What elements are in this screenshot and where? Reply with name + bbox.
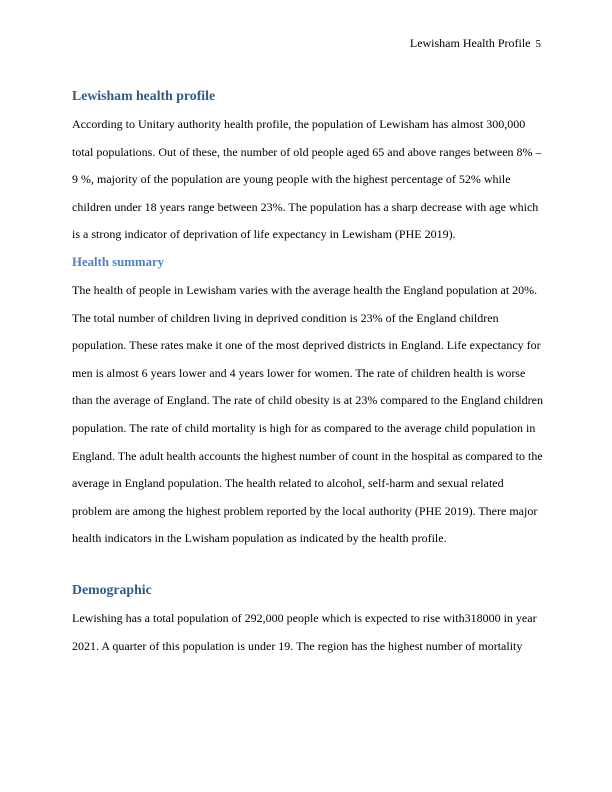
- page-number: 5: [535, 38, 541, 50]
- section-heading-lewisham-health-profile: Lewisham health profile: [72, 88, 216, 103]
- running-title: Lewisham Health Profile: [409, 36, 531, 50]
- paragraph-health-summary: The health of people in Lewisham varies with the average health the England population at 20%. The total number of children living in deprived condition is 23% of the England children population. These rates make it one of the most deprived districts in England. Life expectancy for men is almost 6 years lower and 4 years lower for women. The rate of children health is worse than the average of England. The rate of child obesity is at 23% compared to the England children population. The rate of child mortality is high for as compared to the average child population in England. The adult health accounts the highest number of count in the hospital as compared to the average in England population. The health related to alcohol, self-harm and sexual related problem are among the highest problem reported by the local authority (PHE 2019). There major health indicators in the Lwisham population as indicated by the health profile.: [72, 282, 543, 546]
- section-heading-health-summary: Health summary: [72, 254, 165, 269]
- running-header: [410, 36, 541, 51]
- section-heading-demographic: Demographic: [72, 581, 152, 597]
- document-body: [72, 86, 544, 660]
- paragraph-demographic: Lewishing has a total population of 292,000 people which is expected to rise with318000 in year 2021. A quarter of this population is under 19. The region has the highest number of mortality: [72, 610, 537, 653]
- paragraph-health-profile: According to Unitary authority health profile, the population of Lewisham has almost 300,000 total populations. Out of these, the number of old people aged 65 and above ranges between 8% – 9 %, majority of the population are young people with the highest percentage of 52% while children under 18 years range between 23%. The population has a sharp decrease with age which is a strong indicator of deprivation of life expectancy in Lewisham (PHE 2019).: [72, 117, 542, 242]
